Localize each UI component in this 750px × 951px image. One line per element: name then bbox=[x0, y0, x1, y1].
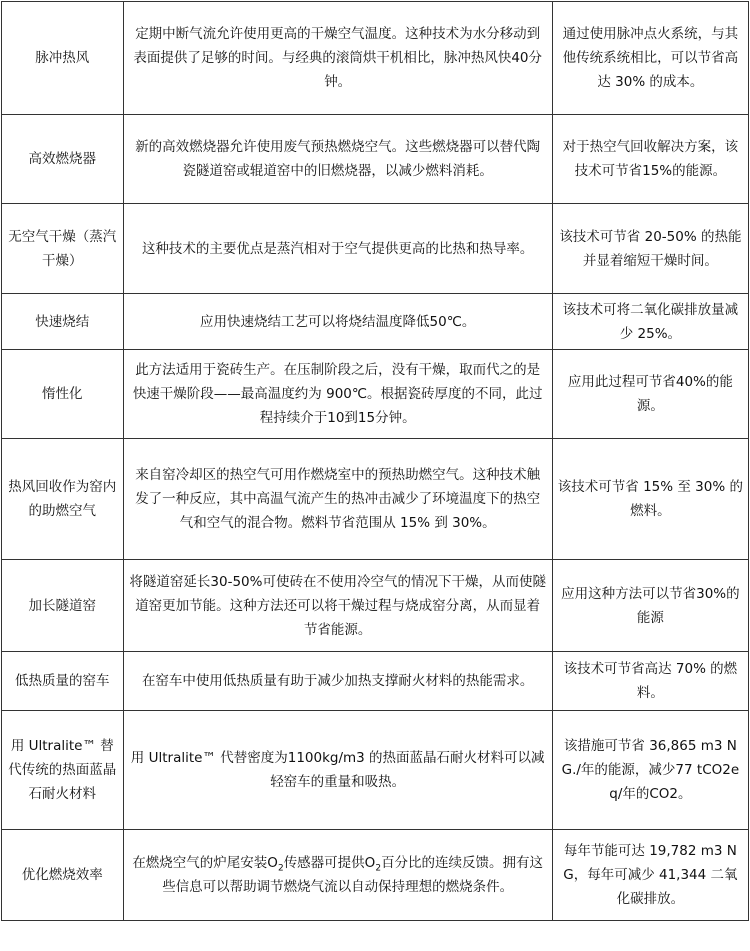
description-cell: 来自窑冷却区的热空气可用作燃烧室中的预热助燃空气。这种技术触发了一种反应，其中高温气流产生的热冲击减少了环境温度下的热空气和空气的混合物。燃料节省范围从 15% 到 30%。 bbox=[123, 439, 552, 560]
table-row bbox=[2, 560, 749, 652]
table-row bbox=[2, 294, 749, 350]
description-cell: 用 Ultralite™ 代替密度为1100kg/m3 的热面蓝晶石耐火材料可以减轻窑车的重量和吸热。 bbox=[123, 711, 552, 830]
description-cell: 这种技术的主要优点是蒸汽相对于空气提供更高的比热和热导率。 bbox=[123, 204, 552, 294]
description-text: 在燃烧空气的炉尾安装O bbox=[132, 855, 278, 871]
saving-cell: 应用此过程可节省40%的能源。 bbox=[552, 350, 748, 439]
description-cell: 将隧道窑延长30-50%可使砖在不使用冷空气的情况下干燥，从而使隧道窑更加节能。这种方法还可以将干燥过程与烧成窑分离，从而显着节省能源。 bbox=[123, 560, 552, 652]
table-row bbox=[2, 652, 749, 711]
technology-cell: 低热质量的窑车 bbox=[2, 652, 124, 711]
saving-cell: 该技术可节省 20-50% 的热能并显着缩短干燥时间。 bbox=[552, 204, 748, 294]
saving-cell: 应用这种方法可以节省30%的能源 bbox=[552, 560, 748, 652]
technology-cell: 脉冲热风 bbox=[2, 2, 124, 115]
description-text: 传感器可提供O bbox=[283, 855, 376, 871]
technology-cell: 优化燃烧效率 bbox=[2, 830, 124, 921]
description-cell: 新的高效燃烧器允许使用废气预热燃烧空气。这些燃烧器可以替代陶瓷隧道窑或辊道窑中的旧燃烧器，以减少燃料消耗。 bbox=[123, 115, 552, 204]
saving-cell: 该技术可节省 15% 至 30% 的燃料。 bbox=[552, 439, 748, 560]
table-row bbox=[2, 115, 749, 204]
technology-cell: 热风回收作为窑内的助燃空气 bbox=[2, 439, 124, 560]
subscript: 2 bbox=[277, 863, 284, 874]
saving-cell: 该技术可将二氧化碳排放量减少 25%。 bbox=[552, 294, 748, 350]
technology-cell: 无空气干燥（蒸汽干燥） bbox=[2, 204, 124, 294]
description-cell bbox=[123, 830, 552, 921]
saving-cell: 该措施可节省 36,865 m3 N G./年的能源，减少77 tCO2eq/年的CO2。 bbox=[552, 711, 748, 830]
table-row bbox=[2, 439, 749, 560]
subscript: 2 bbox=[375, 863, 382, 874]
technology-cell: 用 Ultralite™ 替代传统的热面蓝晶石耐火材料 bbox=[2, 711, 124, 830]
description-text: 百分比的连续反馈。拥有这些信息可以帮助调节燃烧气流以自动保持理想的燃烧条件。 bbox=[162, 855, 544, 895]
description-cell: 在窑车中使用低热质量有助于减少加热支撑耐火材料的热能需求。 bbox=[123, 652, 552, 711]
technology-cell: 加长隧道窑 bbox=[2, 560, 124, 652]
description-cell: 定期中断气流允许使用更高的干燥空气温度。这种技术为水分移动到表面提供了足够的时间。与经典的滚筒烘干机相比，脉冲热风快40分钟。 bbox=[123, 2, 552, 115]
technology-cell: 高效燃烧器 bbox=[2, 115, 124, 204]
table-row bbox=[2, 350, 749, 439]
saving-cell: 对于热空气回收解决方案，该技术可节省15%的能源。 bbox=[552, 115, 748, 204]
table-row bbox=[2, 711, 749, 830]
technology-cell: 快速烧结 bbox=[2, 294, 124, 350]
table-row bbox=[2, 2, 749, 115]
saving-cell: 通过使用脉冲点火系统，与其他传统系统相比，可以节省高达 30% 的成本。 bbox=[552, 2, 748, 115]
description-cell: 此方法适用于瓷砖生产。在压制阶段之后，没有干燥，取而代之的是快速干燥阶段——最高温度约为 900℃。根据瓷砖厚度的不同，此过程持续介于10到15分钟。 bbox=[123, 350, 552, 439]
energy-saving-table bbox=[1, 1, 749, 921]
table-row bbox=[2, 830, 749, 921]
saving-cell: 每年节能可达 19,782 m3 NG，每年可减少 41,344 二氧化碳排放。 bbox=[552, 830, 748, 921]
description-cell: 应用快速烧结工艺可以将烧结温度降低50℃。 bbox=[123, 294, 552, 350]
saving-cell: 该技术可节省高达 70% 的燃料。 bbox=[552, 652, 748, 711]
table-row bbox=[2, 204, 749, 294]
technology-cell: 惰性化 bbox=[2, 350, 124, 439]
